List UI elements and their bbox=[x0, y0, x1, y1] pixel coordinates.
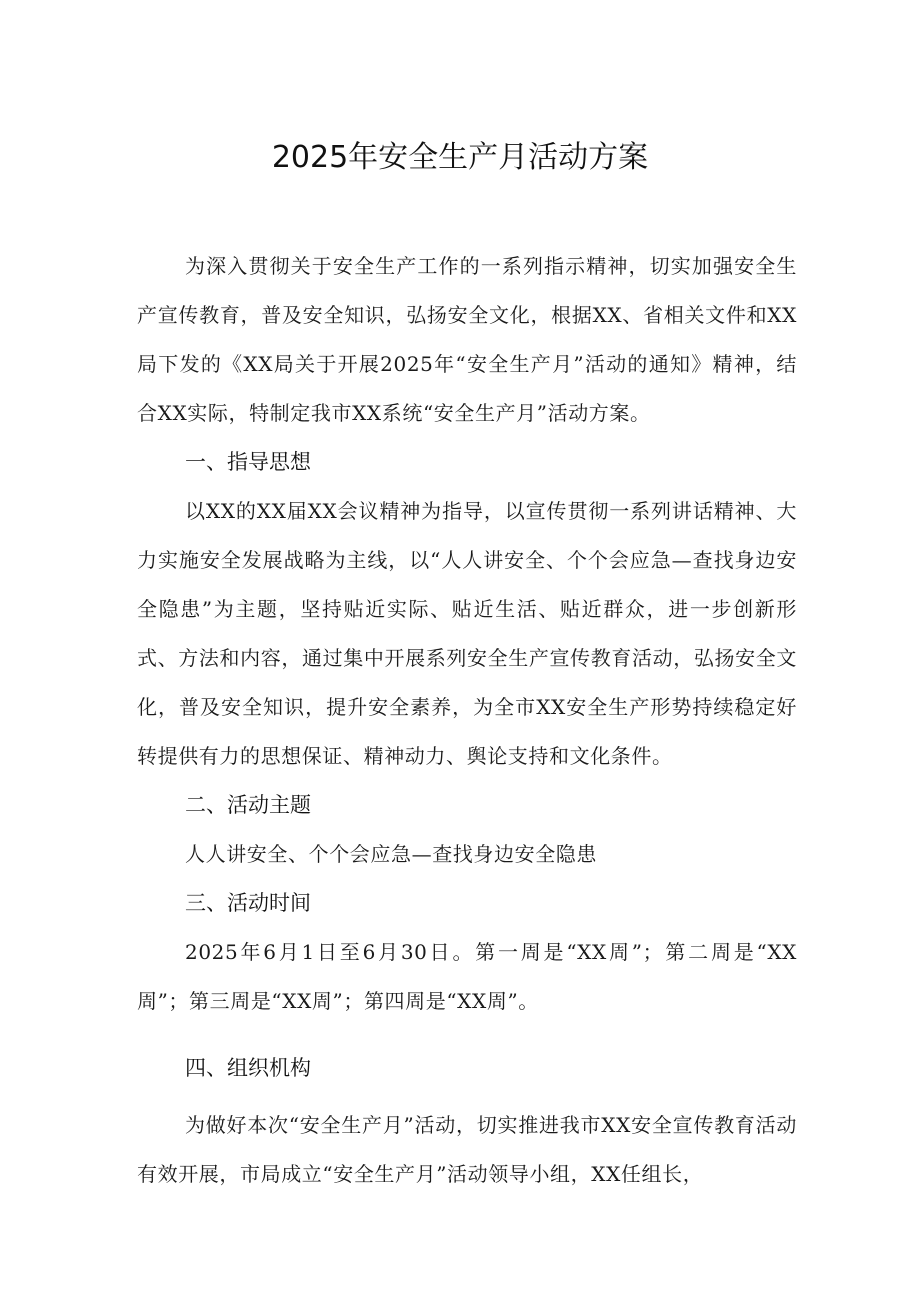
section-heading-activity-time: 三、活动时间 bbox=[185, 891, 311, 915]
spacer bbox=[137, 1026, 797, 1044]
document-title: 2025年安全生产月活动方案 bbox=[271, 140, 649, 175]
section-heading-guiding-ideology: 一、指导思想 bbox=[185, 450, 311, 474]
section-body-organization: 为做好本次“安全生产月”活动，切实推进我市XX安全宣传教育活动有效开展，市局成立“安全生产月”活动领导小组，XX任组长， bbox=[137, 1113, 797, 1186]
section-heading-activity-theme: 二、活动主题 bbox=[185, 793, 311, 817]
spacer bbox=[137, 1093, 797, 1101]
section-body-guiding-ideology: 以XX的XX届XX会议精神为指导，以宣传贯彻一系列讲话精神、大力实施安全发展战略为主线，以“人人讲安全、个个会应急—查找身边安全隐患”为主题，坚持贴近实际、贴近生活、贴近群众，进一步创新形式、方法和内容，通过集中开展系列安全生产宣传教育活动，弘扬安全文化，普及安全知识，提升安全素养，为全市XX安全生产形势持续稳定好转提供有力的思想保证、精神动力、舆论支持和文化条件。 bbox=[137, 499, 797, 768]
section-body-activity-time: 2025年6月1日至6月30日。第一周是“XX周”；第二周是“XX周”；第三周是“XX周”；第四周是“XX周”。 bbox=[137, 940, 797, 1013]
document-body bbox=[137, 242, 797, 1199]
section-body-activity-theme: 人人讲安全、个个会应急—查找身边安全隐患 bbox=[185, 842, 597, 866]
intro-paragraph: 为深入贯彻关于安全生产工作的一系列指示精神，切实加强安全生产宣传教育，普及安全知识，弘扬安全文化，根据XX、省相关文件和XX局下发的《XX局关于开展2025年“安全生产月”活动的通知》精神，结合XX实际，特制定我市XX系统“安全生产月”活动方案。 bbox=[137, 254, 797, 425]
section-heading-organization: 四、组织机构 bbox=[185, 1056, 311, 1080]
